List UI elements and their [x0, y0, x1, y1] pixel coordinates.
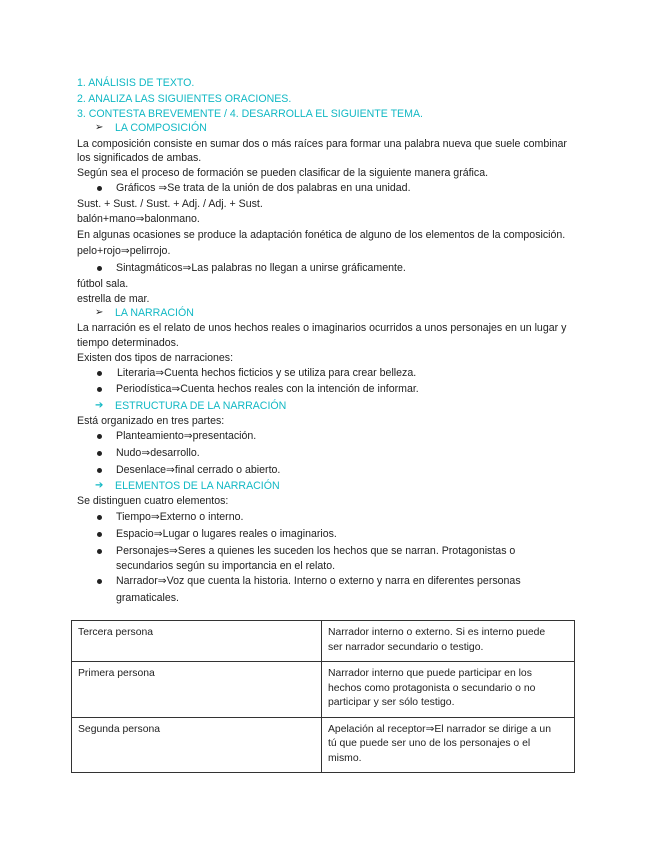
table-cell-description [322, 717, 575, 773]
cell-line: Apelación al receptor⇒El narrador se dirige a un [328, 723, 551, 735]
paragraph-line: La narración es el relato de unos hechos reales o imaginarios ocurridos a unos personajes en un lugar y [77, 322, 567, 334]
arrowhead-bullet-icon: ➢ [95, 122, 104, 133]
text-line: estrella de mar. [77, 293, 150, 305]
list-item-periodistica: Periodística⇒Cuenta hechos reales con la intención de informar. [116, 383, 419, 395]
table-cell-description [322, 621, 575, 662]
list-item-desenlace: Desenlace⇒final cerrado o abierto. [116, 464, 281, 476]
cell-line: participar y ser sólo testigo. [328, 697, 455, 708]
paragraph-line: La composición consiste en sumar dos o más raíces para formar una palabra nueva que suele combinar [77, 138, 567, 150]
heading-analiza: 2. ANALIZA LAS SIGUIENTES ORACIONES. [77, 93, 292, 105]
list-item-espacio: Espacio⇒Lugar o lugares reales o imaginarios. [116, 528, 337, 540]
list-item-literaria: Literaria⇒Cuenta hechos ficticios y se utiliza para crear belleza. [117, 367, 417, 379]
list-item-sintagmaticos: Sintagmáticos⇒Las palabras no llegan a unirse gráficamente. [116, 262, 406, 274]
heading-analisis: 1. ANÁLISIS DE TEXTO. [77, 77, 195, 89]
text-line: fútbol sala. [77, 278, 129, 290]
text-line: Sust. + Sust. / Sust. + Adj. / Adj. + Sust. [77, 198, 263, 210]
arrow-bullet-icon: ➔ [95, 480, 104, 491]
section-title-narracion: LA NARRACIÓN [115, 307, 194, 319]
list-item-graficos: Gráficos ⇒Se trata de la unión de dos palabras en una unidad. [116, 182, 411, 194]
section-title-estructura: ESTRUCTURA DE LA NARRACIÓN [115, 400, 287, 412]
list-item-continuation: gramaticales. [116, 592, 179, 604]
cell-line: Narrador interno que puede participar en los [328, 668, 532, 679]
arrow-bullet-icon: ➔ [95, 400, 104, 411]
bullet-dot-icon [97, 266, 102, 271]
section-title-elementos: ELEMENTOS DE LA NARRACIÓN [115, 480, 280, 492]
text-line: En algunas ocasiones se produce la adaptación fonética de alguno de los elementos de la composición. [77, 229, 566, 241]
text-line: balón+mano⇒balonmano. [77, 213, 200, 225]
cell-line: hechos como protagonista o secundario o no [328, 682, 536, 694]
list-item-planteamiento: Planteamiento⇒presentación. [116, 430, 257, 442]
bullet-dot-icon [97, 515, 102, 520]
text-line: pelo+rojo⇒pelirrojo. [77, 245, 171, 257]
cell-line: ser narrador secundario o testigo. [328, 641, 484, 653]
table-row [72, 662, 575, 718]
paragraph-line: Según sea el proceso de formación se pueden clasificar de la siguiente manera gráfica. [77, 167, 489, 179]
table-cell-person: Primera persona [72, 662, 322, 718]
list-item-continuation: secundarios según su importancia en el relato. [116, 560, 336, 572]
list-item-narrador: Narrador⇒Voz que cuenta la historia. Interno o externo y narra en diferentes personas [116, 575, 521, 587]
table-cell-person: Segunda persona [72, 717, 322, 773]
table-cell-person: Tercera persona [72, 621, 322, 662]
bullet-dot-icon [97, 549, 102, 554]
cell-line: mismo. [328, 752, 362, 764]
bullet-dot-icon [97, 186, 102, 191]
paragraph-line: tiempo determinados. [77, 337, 179, 349]
text-line: Se distinguen cuatro elementos: [77, 495, 229, 507]
list-item-personajes: Personajes⇒Seres a quienes les suceden los hechos que se narran. Protagonistas o [116, 545, 516, 557]
heading-contesta: 3. CONTESTA BREVEMENTE / 4. DESARROLLA EL SIGUIENTE TEMA. [77, 108, 423, 120]
bullet-dot-icon [97, 468, 102, 473]
bullet-dot-icon [97, 371, 102, 376]
bullet-dot-icon [97, 434, 102, 439]
bullet-dot-icon [97, 532, 102, 537]
text-line: Está organizado en tres partes: [77, 415, 225, 427]
bullet-dot-icon [97, 451, 102, 456]
table-row [72, 621, 575, 662]
bullet-dot-icon [97, 579, 102, 584]
list-item-nudo: Nudo⇒desarrollo. [116, 447, 200, 459]
cell-line: Narrador interno o externo. Si es interno puede [328, 627, 546, 638]
paragraph-line: los significados de ambas. [77, 152, 202, 164]
paragraph-line: Existen dos tipos de narraciones: [77, 352, 234, 364]
table-cell-description [322, 662, 575, 718]
list-item-tiempo: Tiempo⇒Externo o interno. [116, 511, 244, 523]
narrator-person-table [71, 620, 575, 773]
table-row [72, 717, 575, 773]
cell-line: tú que puede ser uno de los personajes o el [328, 738, 531, 749]
arrowhead-bullet-icon: ➢ [95, 307, 104, 318]
section-title-composicion: LA COMPOSICIÓN [115, 122, 207, 134]
bullet-dot-icon [97, 387, 102, 392]
